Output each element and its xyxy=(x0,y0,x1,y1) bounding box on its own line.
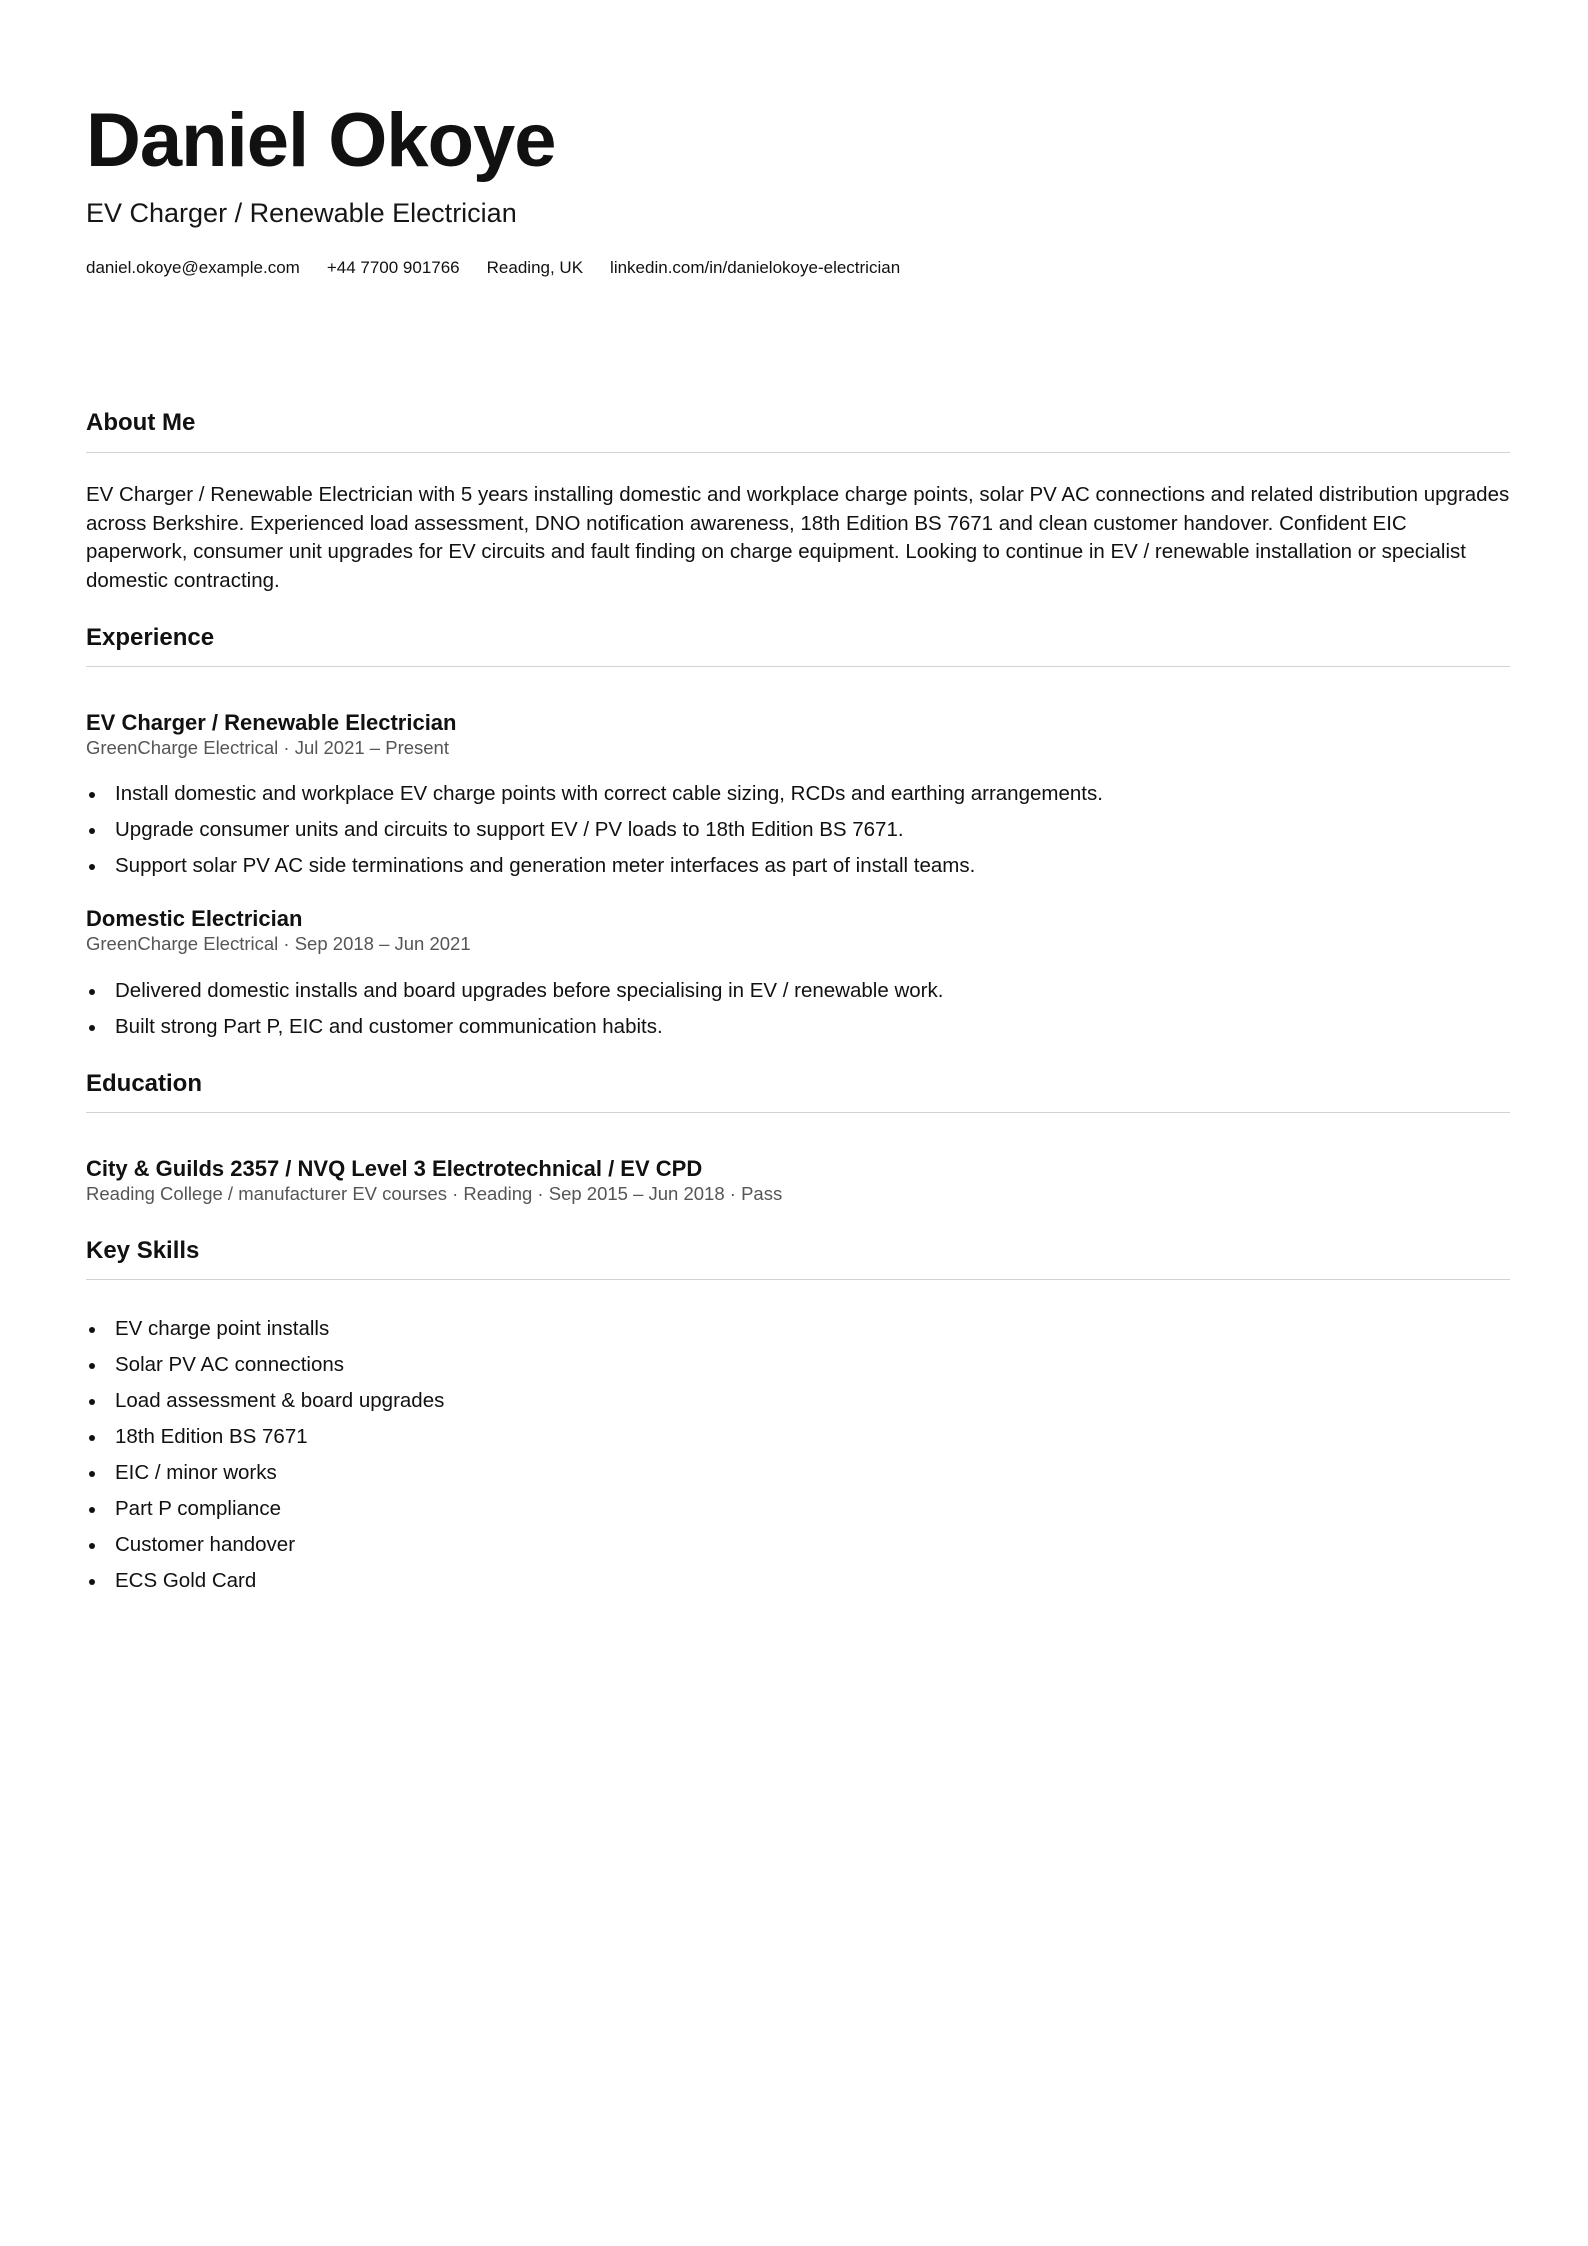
skill-item: EIC / minor works xyxy=(86,1459,444,1495)
experience-divider xyxy=(86,666,1510,667)
job-bullet: Delivered domestic installs and board upgrades before specialising in EV / renewable work. xyxy=(86,977,943,1013)
contact-linkedin[interactable]: linkedin.com/in/danielokoye-electrician xyxy=(610,258,901,277)
job-title: Domestic Electrician xyxy=(86,906,303,931)
about-text: EV Charger / Renewable Electrician with 5 years installing domestic and workplace charge points, solar PV AC connections and related distribution upgrades across Berkshire. Experienced load assessment, DNO notification awareness, 18th Edition BS 7671 and clean customer handover. Confident EIC paperwork, consumer unit upgrades for EV circuits and fault finding on charge equipment. Looking to continue in EV / renewable installation or specialist domestic contracting. xyxy=(86,483,1510,592)
skill-item: 18th Edition BS 7671 xyxy=(86,1423,444,1459)
job-bullet: Upgrade consumer units and circuits to support EV / PV loads to 18th Edition BS 7671. xyxy=(86,816,1103,852)
job-bullets xyxy=(86,977,943,1049)
skills-section-title: Key Skills xyxy=(86,1237,200,1264)
job-bullets xyxy=(86,780,1103,888)
job-meta: GreenCharge Electrical · Sep 2018 – Jun 2021 xyxy=(86,933,471,954)
education-title: City & Guilds 2357 / NVQ Level 3 Electrotechnical / EV CPD xyxy=(86,1156,703,1181)
skills-divider xyxy=(86,1279,1510,1280)
contact-email[interactable]: daniel.okoye@example.com xyxy=(86,258,300,277)
skill-item: ECS Gold Card xyxy=(86,1567,444,1603)
about-section-title: About Me xyxy=(86,409,196,436)
education-meta: Reading College / manufacturer EV courses · Reading · Sep 2015 – Jun 2018 · Pass xyxy=(86,1183,783,1204)
experience-section-title: Experience xyxy=(86,624,215,651)
skill-item: Solar PV AC connections xyxy=(86,1351,444,1387)
skill-item: Customer handover xyxy=(86,1531,444,1567)
about-divider xyxy=(86,452,1510,453)
education-divider xyxy=(86,1112,1510,1113)
job-bullet: Install domestic and workplace EV charge points with correct cable sizing, RCDs and earthing arrangements. xyxy=(86,780,1103,816)
contact-phone[interactable]: +44 7700 901766 xyxy=(326,258,460,277)
job-title: EV Charger / Renewable Electrician xyxy=(86,710,457,735)
education-section-title: Education xyxy=(86,1070,203,1097)
contact-info xyxy=(86,257,900,279)
candidate-name: Daniel Okoye xyxy=(86,98,556,183)
skill-item: EV charge point installs xyxy=(86,1315,444,1351)
skills-list xyxy=(86,1315,444,1603)
candidate-headline: EV Charger / Renewable Electrician xyxy=(86,198,517,228)
skill-item: Load assessment & board upgrades xyxy=(86,1387,444,1423)
job-bullet: Support solar PV AC side terminations and generation meter interfaces as part of install teams. xyxy=(86,852,1103,888)
job-meta: GreenCharge Electrical · Jul 2021 – Present xyxy=(86,737,449,758)
job-bullet: Built strong Part P, EIC and customer communication habits. xyxy=(86,1013,943,1049)
skill-item: Part P compliance xyxy=(86,1495,444,1531)
contact-location: Reading, UK xyxy=(486,258,584,277)
